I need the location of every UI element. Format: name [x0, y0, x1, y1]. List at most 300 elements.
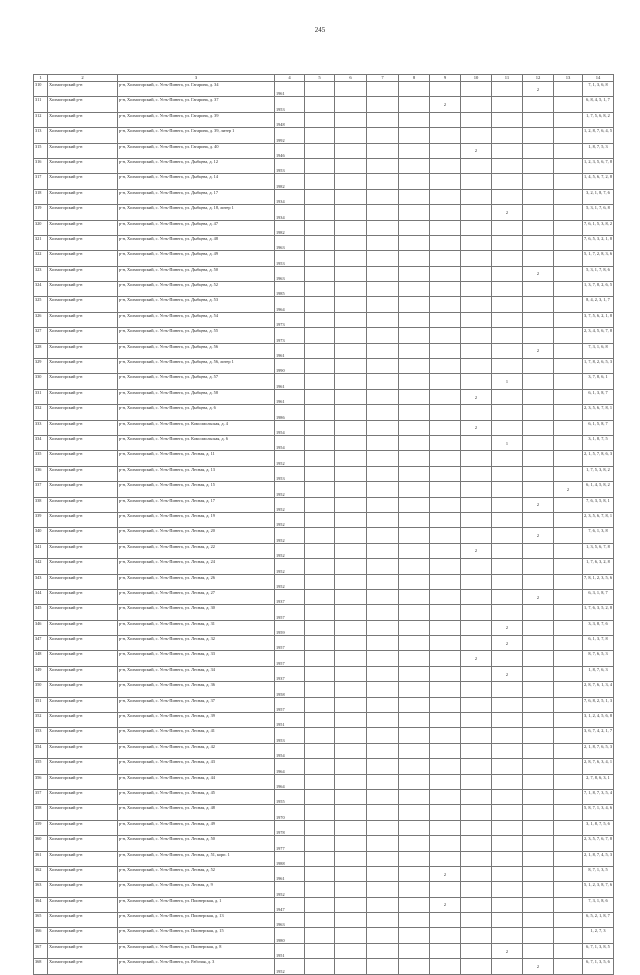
row-number-cell: 368: [34, 959, 48, 974]
district-cell: Холмогорский р-н: [48, 451, 118, 466]
column-6-cell: [335, 466, 367, 481]
column-11-cell: [492, 97, 523, 112]
column-8-cell: [399, 774, 430, 789]
row-number-cell: 363: [34, 882, 48, 897]
column-11-cell: [492, 235, 523, 250]
work-types-cell: 5, 1, 7, 2, 8, 3, 6: [583, 251, 614, 266]
column-6-cell: [335, 359, 367, 374]
column-8-cell: [399, 743, 430, 758]
column-5-cell: [305, 497, 335, 512]
column-7-cell: [367, 913, 399, 928]
table-row: [34, 374, 614, 389]
table-row: [34, 943, 614, 958]
table-row: [34, 482, 614, 497]
column-12-cell: [523, 512, 554, 527]
column-5-cell: [305, 112, 335, 127]
district-cell: Холмогорский р-н: [48, 713, 118, 728]
address-cell: р-н, Холмогорский, с. Усть-Пинега, ул. Лесная, д. 45: [118, 789, 275, 804]
column-12-cell: [523, 620, 554, 635]
column-7-cell: [367, 820, 399, 835]
column-12-cell: [523, 759, 554, 774]
column-10-cell: [461, 620, 492, 635]
column-10-cell: [461, 866, 492, 881]
column-9-cell: 2: [430, 97, 461, 112]
column-11-cell: [492, 328, 523, 343]
district-cell: Холмогорский р-н: [48, 851, 118, 866]
column-13-cell: [554, 82, 583, 97]
column-8-cell: [399, 189, 430, 204]
column-8-cell: [399, 805, 430, 820]
year-cell: 1957: [275, 605, 305, 620]
table-row: [34, 682, 614, 697]
work-types-cell: 2, 3, 5, 7, 6, 7, 8: [583, 836, 614, 851]
column-12-cell: 2: [523, 343, 554, 358]
column-13-cell: [554, 128, 583, 143]
column-11-cell: 2: [492, 620, 523, 635]
column-9-cell: [430, 713, 461, 728]
column-7-cell: [367, 82, 399, 97]
work-types-cell: 2, 8, 7, 6, 3, 4, 1: [583, 759, 614, 774]
district-cell: Холмогорский р-н: [48, 774, 118, 789]
column-11-cell: [492, 528, 523, 543]
column-13-cell: [554, 97, 583, 112]
table-row: [34, 435, 614, 450]
address-cell: р-н, Холмогорский, с. Усть-Пинега, ул. Лесная, д. 17: [118, 497, 275, 512]
column-9-cell: [430, 543, 461, 558]
column-5-cell: [305, 728, 335, 743]
column-9-cell: [430, 82, 461, 97]
column-8-cell: [399, 913, 430, 928]
year-cell: 1952: [275, 959, 305, 974]
table-row: [34, 866, 614, 881]
column-13-cell: [554, 728, 583, 743]
column-8-cell: [399, 713, 430, 728]
column-11-cell: [492, 297, 523, 312]
column-7-cell: [367, 713, 399, 728]
address-cell: р-н, Холмогорский, с. Усть-Пинега, ул. Дыбцева, д. 56, литер 1: [118, 359, 275, 374]
row-number-cell: 367: [34, 943, 48, 958]
column-10-cell: [461, 128, 492, 143]
column-8-cell: [399, 866, 430, 881]
column-6-cell: [335, 789, 367, 804]
row-number-cell: 334: [34, 435, 48, 450]
column-7-cell: [367, 405, 399, 420]
year-cell: 1964: [275, 297, 305, 312]
year-cell: 1951: [275, 713, 305, 728]
column-13-cell: [554, 512, 583, 527]
column-6-cell: [335, 697, 367, 712]
column-8-cell: [399, 235, 430, 250]
column-5-cell: [305, 528, 335, 543]
column-7-cell: [367, 589, 399, 604]
address-cell: р-н, Холмогорский, с. Усть-Пинега, ул. Лесная, д. 41: [118, 728, 275, 743]
column-9-cell: [430, 682, 461, 697]
address-cell: р-н, Холмогорский, с. Усть-Пинега, ул. Дыбцева, д. 17: [118, 189, 275, 204]
year-cell: 1954: [275, 435, 305, 450]
column-10-cell: 2: [461, 389, 492, 404]
row-number-cell: 340: [34, 528, 48, 543]
column-5-cell: [305, 866, 335, 881]
year-cell: 1978: [275, 820, 305, 835]
column-11-cell: [492, 774, 523, 789]
column-8-cell: [399, 851, 430, 866]
table-row: [34, 128, 614, 143]
address-cell: р-н, Холмогорский, с. Усть-Пинега, ул. Лесная, д. 9: [118, 882, 275, 897]
work-types-cell: 7, 1, 8, 7, 3, 5, 4: [583, 789, 614, 804]
work-types-cell: 2, 3, 5, 6, 7, 8, 1: [583, 405, 614, 420]
column-8-cell: [399, 574, 430, 589]
column-13-cell: [554, 820, 583, 835]
column-10-cell: [461, 913, 492, 928]
column-7-cell: [367, 435, 399, 450]
work-types-cell: 8, 4, 2, 3, 1, 7: [583, 297, 614, 312]
column-13-cell: [554, 251, 583, 266]
column-12-cell: [523, 666, 554, 681]
column-11-cell: [492, 959, 523, 974]
column-12-cell: [523, 205, 554, 220]
column-11-cell: [492, 343, 523, 358]
column-7-cell: [367, 266, 399, 281]
column-12-cell: [523, 805, 554, 820]
column-13-cell: [554, 743, 583, 758]
column-13-cell: [554, 774, 583, 789]
work-types-cell: 7, 6, 1, 3, 8: [583, 528, 614, 543]
table-row: [34, 266, 614, 281]
year-cell: 1952: [275, 451, 305, 466]
column-13-cell: [554, 759, 583, 774]
column-6-cell: [335, 328, 367, 343]
column-7-cell: [367, 943, 399, 958]
column-7-cell: [367, 805, 399, 820]
row-number-cell: 359: [34, 820, 48, 835]
column-5-cell: [305, 266, 335, 281]
column-9-cell: [430, 328, 461, 343]
table-row: [34, 574, 614, 589]
column-10-cell: [461, 774, 492, 789]
year-cell: 1937: [275, 666, 305, 681]
column-8-cell: [399, 174, 430, 189]
table-row: [34, 697, 614, 712]
row-number-cell: 349: [34, 666, 48, 681]
column-7-cell: [367, 343, 399, 358]
column-12-cell: [523, 235, 554, 250]
column-12-cell: [523, 128, 554, 143]
column-13-cell: [554, 620, 583, 635]
column-13-cell: [554, 420, 583, 435]
column-5-cell: [305, 512, 335, 527]
column-10-cell: [461, 528, 492, 543]
column-6-cell: [335, 205, 367, 220]
column-12-cell: [523, 359, 554, 374]
column-6-cell: [335, 682, 367, 697]
column-11-cell: [492, 420, 523, 435]
column-9-cell: [430, 605, 461, 620]
row-number-cell: 319: [34, 205, 48, 220]
column-11-cell: [492, 882, 523, 897]
column-6-cell: [335, 266, 367, 281]
column-12-cell: [523, 713, 554, 728]
column-6-cell: [335, 866, 367, 881]
column-9-cell: [430, 220, 461, 235]
address-cell: р-н, Холмогорский, с. Усть-Пинега, ул. Лесная, д. 31: [118, 620, 275, 635]
row-number-cell: 356: [34, 774, 48, 789]
column-13-cell: [554, 389, 583, 404]
column-5-cell: [305, 743, 335, 758]
work-types-cell: 6, 8, 4, 5, 1, 7: [583, 97, 614, 112]
column-13-cell: [554, 205, 583, 220]
column-12-cell: [523, 574, 554, 589]
column-9-cell: [430, 636, 461, 651]
column-10-cell: [461, 189, 492, 204]
year-cell: 1963: [275, 913, 305, 928]
column-7-cell: [367, 789, 399, 804]
column-7-cell: [367, 682, 399, 697]
year-cell: 1954: [275, 420, 305, 435]
column-8-cell: [399, 282, 430, 297]
column-10-cell: [461, 605, 492, 620]
column-7-cell: [367, 728, 399, 743]
column-13-cell: [554, 297, 583, 312]
year-cell: 1934: [275, 205, 305, 220]
district-cell: Холмогорский р-н: [48, 266, 118, 281]
year-cell: 1988: [275, 851, 305, 866]
year-cell: 1964: [275, 774, 305, 789]
year-cell: 1948: [275, 112, 305, 127]
column-9-cell: [430, 143, 461, 158]
column-6-cell: [335, 589, 367, 604]
table-row: [34, 651, 614, 666]
year-cell: 1982: [275, 220, 305, 235]
column-6-cell: [335, 774, 367, 789]
year-cell: 1959: [275, 620, 305, 635]
column-7-cell: [367, 251, 399, 266]
column-6-cell: [335, 235, 367, 250]
row-number-cell: 339: [34, 512, 48, 527]
work-types-cell: 2, 1, 8, 7, 6, 5, 3: [583, 743, 614, 758]
column-9-cell: [430, 205, 461, 220]
column-8-cell: [399, 143, 430, 158]
column-6-cell: [335, 651, 367, 666]
column-10-cell: [461, 805, 492, 820]
column-12-cell: [523, 220, 554, 235]
column-9-cell: [430, 374, 461, 389]
column-9-cell: [430, 451, 461, 466]
column-header-7: 7: [367, 75, 399, 82]
row-number-cell: 328: [34, 343, 48, 358]
district-cell: Холмогорский р-н: [48, 466, 118, 481]
year-cell: 1952: [275, 512, 305, 527]
column-13-cell: [554, 589, 583, 604]
column-5-cell: [305, 636, 335, 651]
address-cell: р-н, Холмогорский, с. Усть-Пинега, ул. Рабочая, д. 3: [118, 959, 275, 974]
column-11-cell: [492, 482, 523, 497]
column-10-cell: [461, 728, 492, 743]
row-number-cell: 342: [34, 559, 48, 574]
column-10-cell: [461, 512, 492, 527]
column-6-cell: [335, 743, 367, 758]
district-cell: Холмогорский р-н: [48, 312, 118, 327]
table-row: [34, 666, 614, 681]
column-7-cell: [367, 235, 399, 250]
column-9-cell: [430, 235, 461, 250]
column-11-cell: [492, 466, 523, 481]
column-9-cell: [430, 743, 461, 758]
column-8-cell: [399, 959, 430, 974]
work-types-cell: 2, 7, 8, 6, 3, 1: [583, 774, 614, 789]
column-9-cell: [430, 559, 461, 574]
work-types-cell: 3, 7, 5, 6, 2, 1, 8: [583, 312, 614, 327]
column-10-cell: [461, 405, 492, 420]
column-6-cell: [335, 158, 367, 173]
column-10-cell: [461, 928, 492, 943]
column-10-cell: [461, 297, 492, 312]
column-6-cell: [335, 666, 367, 681]
column-13-cell: [554, 359, 583, 374]
header-row: [34, 75, 614, 82]
table-row: [34, 282, 614, 297]
column-13-cell: [554, 943, 583, 958]
column-8-cell: [399, 128, 430, 143]
column-12-cell: [523, 605, 554, 620]
district-cell: Холмогорский р-н: [48, 528, 118, 543]
row-number-cell: 318: [34, 189, 48, 204]
table-row: [34, 343, 614, 358]
address-cell: р-н, Холмогорский, с. Усть-Пинега, ул. Лесная, д. 39: [118, 713, 275, 728]
work-types-cell: 1, 7, 8, 2, 6, 5, 3: [583, 359, 614, 374]
work-types-cell: 1, 3, 5, 6, 7, 8: [583, 543, 614, 558]
address-cell: р-н, Холмогорский, с. Усть-Пинега, ул. Дыбцева, д. 18, литер 1: [118, 205, 275, 220]
column-6-cell: [335, 405, 367, 420]
column-header-13: 13: [554, 75, 583, 82]
address-cell: р-н, Холмогорский, с. Усть-Пинега, ул. Дыбцева, д. 47: [118, 220, 275, 235]
column-9-cell: [430, 805, 461, 820]
page-number: 245: [314, 26, 326, 34]
column-13-cell: [554, 851, 583, 866]
column-5-cell: [305, 143, 335, 158]
row-number-cell: 350: [34, 682, 48, 697]
year-cell: 1973: [275, 328, 305, 343]
row-number-cell: 321: [34, 235, 48, 250]
column-13-cell: 2: [554, 482, 583, 497]
column-12-cell: [523, 743, 554, 758]
column-8-cell: [399, 389, 430, 404]
address-cell: р-н, Холмогорский, с. Усть-Пинега, ул. Дыбцева, д. 6: [118, 405, 275, 420]
row-number-cell: 327: [34, 328, 48, 343]
column-6-cell: [335, 928, 367, 943]
district-cell: Холмогорский р-н: [48, 651, 118, 666]
district-cell: Холмогорский р-н: [48, 882, 118, 897]
column-6-cell: [335, 605, 367, 620]
column-11-cell: [492, 359, 523, 374]
column-13-cell: [554, 574, 583, 589]
column-10-cell: [461, 943, 492, 958]
table-row: [34, 512, 614, 527]
column-13-cell: [554, 805, 583, 820]
column-header-3: 3: [118, 75, 275, 82]
column-11-cell: [492, 174, 523, 189]
column-6-cell: [335, 574, 367, 589]
row-number-cell: 351: [34, 697, 48, 712]
address-cell: р-н, Холмогорский, с. Усть-Пинега, ул. Лесная, д. 49: [118, 820, 275, 835]
table-row: [34, 728, 614, 743]
address-cell: р-н, Холмогорский, с. Усть-Пинега, ул. Гагарина, д. 37: [118, 97, 275, 112]
column-header-11: 11: [492, 75, 523, 82]
column-13-cell: [554, 682, 583, 697]
column-6-cell: [335, 189, 367, 204]
year-cell: 1980: [275, 928, 305, 943]
column-10-cell: 2: [461, 543, 492, 558]
column-10-cell: [461, 435, 492, 450]
column-13-cell: [554, 451, 583, 466]
column-7-cell: [367, 282, 399, 297]
column-11-cell: [492, 836, 523, 851]
column-12-cell: [523, 405, 554, 420]
column-5-cell: [305, 82, 335, 97]
column-13-cell: [554, 282, 583, 297]
district-cell: Холмогорский р-н: [48, 620, 118, 635]
column-9-cell: [430, 697, 461, 712]
year-cell: 1985: [275, 282, 305, 297]
column-13-cell: [554, 158, 583, 173]
column-6-cell: [335, 512, 367, 527]
table-row: [34, 158, 614, 173]
column-10-cell: [461, 789, 492, 804]
column-header-4: 4: [275, 75, 305, 82]
column-8-cell: [399, 82, 430, 97]
column-6-cell: [335, 174, 367, 189]
column-10-cell: [461, 636, 492, 651]
work-types-cell: 7, 8, 1, 2, 3, 5, 6: [583, 574, 614, 589]
year-cell: 1970: [275, 805, 305, 820]
column-9-cell: [430, 435, 461, 450]
column-6-cell: [335, 620, 367, 635]
column-10-cell: [461, 97, 492, 112]
column-13-cell: [554, 405, 583, 420]
district-cell: Холмогорский р-н: [48, 682, 118, 697]
work-types-cell: 2, 1, 8, 7, 4, 5, 3: [583, 851, 614, 866]
row-number-cell: 365: [34, 913, 48, 928]
column-10-cell: [461, 251, 492, 266]
district-cell: Холмогорский р-н: [48, 959, 118, 974]
column-9-cell: [430, 482, 461, 497]
year-cell: 1952: [275, 882, 305, 897]
column-5-cell: [305, 235, 335, 250]
work-types-cell: 1, 3, 7, 8, 2, 6, 5: [583, 282, 614, 297]
column-12-cell: [523, 420, 554, 435]
housing-table: [33, 74, 614, 975]
column-7-cell: [367, 836, 399, 851]
column-10-cell: [461, 220, 492, 235]
column-5-cell: [305, 836, 335, 851]
column-10-cell: [461, 282, 492, 297]
column-11-cell: [492, 651, 523, 666]
column-8-cell: [399, 651, 430, 666]
address-cell: р-н, Холмогорский, с. Усть-Пинега, ул. Комсомольская, д. 4: [118, 420, 275, 435]
column-13-cell: [554, 651, 583, 666]
column-12-cell: [523, 312, 554, 327]
column-5-cell: [305, 128, 335, 143]
table-row: [34, 405, 614, 420]
column-header-5: 5: [305, 75, 335, 82]
table-row: [34, 97, 614, 112]
column-9-cell: [430, 528, 461, 543]
column-13-cell: [554, 789, 583, 804]
column-5-cell: [305, 389, 335, 404]
column-5-cell: [305, 343, 335, 358]
year-cell: 1964: [275, 759, 305, 774]
column-6-cell: [335, 836, 367, 851]
column-10-cell: [461, 589, 492, 604]
